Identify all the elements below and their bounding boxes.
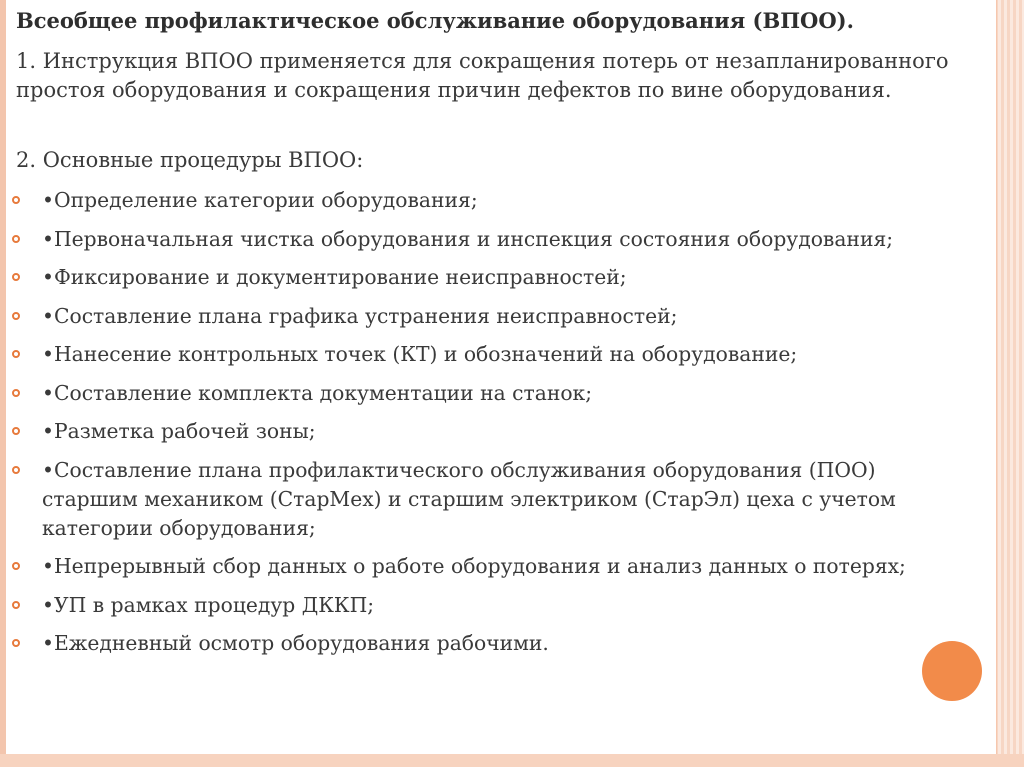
list-item: •Первоначальная чистка оборудования и инспекция состояния оборудования;: [8, 225, 1020, 254]
list-item: •Составление плана графика устранения неисправностей;: [8, 302, 1020, 331]
list-item: •Фиксирование и документирование неисправностей;: [8, 263, 1020, 292]
circle-bullet-icon: [12, 273, 20, 281]
circle-bullet-icon: [12, 389, 20, 397]
procedures-list: [8, 186, 1020, 668]
list-item: •Нанесение контрольных точек (КТ) и обозначений на оборудование;: [8, 340, 1020, 369]
bottom-frame-border: [0, 754, 1024, 767]
circle-bullet-icon: [12, 427, 20, 435]
list-item: •Составление комплекта документации на станок;: [8, 379, 1020, 408]
circle-bullet-icon: [12, 639, 20, 647]
circle-bullet-icon: [12, 312, 20, 320]
paragraph-procedures-heading: 2. Основные процедуры ВПОО:: [16, 148, 364, 172]
slide-content: [6, 0, 996, 754]
list-item: •Непрерывный сбор данных о работе оборудования и анализ данных о потерях;: [8, 552, 1020, 581]
list-item: •Разметка рабочей зоны;: [8, 417, 1020, 446]
circle-bullet-icon: [12, 601, 20, 609]
circle-bullet-icon: [12, 196, 20, 204]
circle-bullet-icon: [12, 235, 20, 243]
list-item: •УП в рамках процедур ДККП;: [8, 591, 1020, 620]
list-item: •Определение категории оборудования;: [8, 186, 1020, 215]
circle-bullet-icon: [12, 466, 20, 474]
list-item: •Составление плана профилактического обслуживания оборудования (ПОО) старшим механиком (СтарМех) и старшим электриком (СтарЭл) цеха с учетом категории оборудования;: [8, 456, 1020, 543]
circle-bullet-icon: [12, 562, 20, 570]
slide-title: Всеобщее профилактическое обслуживание оборудования (ВПОО).: [16, 8, 854, 33]
circle-bullet-icon: [12, 350, 20, 358]
list-item: •Ежедневный осмотр оборудования рабочими.: [8, 629, 1020, 658]
decorative-circle: [922, 641, 982, 701]
paragraph-instruction: 1. Инструкция ВПОО применяется для сокращения потерь от незапланированного простоя оборудования и сокращения причин дефектов по вине оборудования.: [16, 49, 949, 102]
